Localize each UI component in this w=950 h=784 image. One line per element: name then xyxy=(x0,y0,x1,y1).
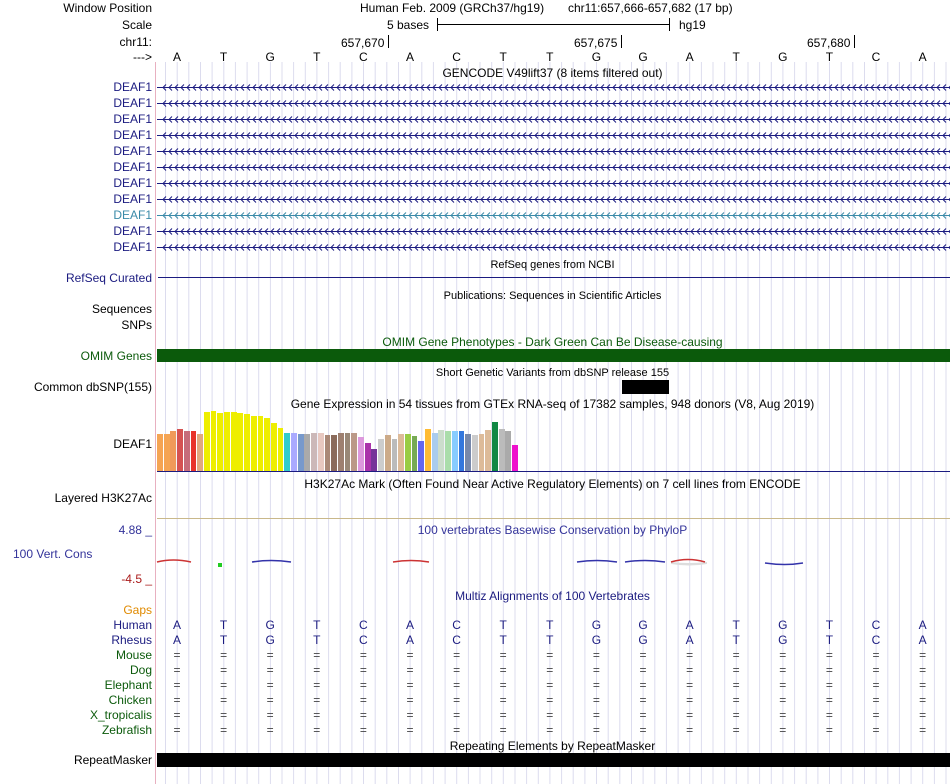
gencode-gene-feature[interactable] xyxy=(157,131,950,140)
repeatmasker-track-label[interactable]: RepeatMasker xyxy=(73,753,152,767)
snps-track-label[interactable]: SNPs xyxy=(121,318,152,332)
multiz-aligned-base: T xyxy=(546,633,554,647)
sequence-base: G xyxy=(591,50,602,64)
multiz-aligned-base: G xyxy=(591,633,602,647)
sequence-base: C xyxy=(359,50,368,64)
gencode-gene-label[interactable]: DEAF1 xyxy=(113,144,152,158)
dbsnp-track-title[interactable]: Short Genetic Variants from dbSNP release 155 xyxy=(435,367,670,379)
sequence-base: T xyxy=(499,50,507,64)
multiz-match-symbol: = xyxy=(546,723,554,737)
multiz-match-symbol: = xyxy=(453,693,461,707)
multiz-aligned-base: A xyxy=(172,633,181,647)
phylop-track-title[interactable]: 100 vertebrates Basewise Conservation by PhyloP xyxy=(417,523,688,537)
multiz-species-label[interactable]: Zebrafish xyxy=(101,723,152,737)
multiz-match-symbol: = xyxy=(173,678,181,692)
gtex-tissue-bar[interactable] xyxy=(271,423,277,471)
multiz-match-symbol: = xyxy=(173,723,181,737)
gtex-tissue-bar[interactable] xyxy=(318,433,324,471)
multiz-match-symbol: = xyxy=(919,693,927,707)
gtex-tissue-bar[interactable] xyxy=(438,430,444,471)
multiz-match-symbol: = xyxy=(686,708,694,722)
multiz-match-symbol: = xyxy=(919,723,927,737)
gtex-tissue-bar[interactable] xyxy=(418,441,424,471)
multiz-match-symbol: = xyxy=(453,648,461,662)
multiz-match-symbol: = xyxy=(359,648,367,662)
h3k27ac-track-title[interactable]: H3K27Ac Mark (Often Found Near Active Regulatory Elements) on 7 cell lines from ENCODE xyxy=(304,477,801,491)
gencode-gene-label[interactable]: DEAF1 xyxy=(113,96,152,110)
gtex-track-label[interactable]: DEAF1 xyxy=(113,437,152,451)
multiz-match-symbol: = xyxy=(453,708,461,722)
multiz-match-symbol: = xyxy=(872,663,880,677)
gencode-gene-label[interactable]: DEAF1 xyxy=(113,176,152,190)
position-tick-label: 657,675 xyxy=(574,36,618,50)
multiz-match-symbol: = xyxy=(220,708,228,722)
gencode-gene-label[interactable]: DEAF1 xyxy=(113,208,152,222)
multiz-aligned-base: T xyxy=(732,618,740,632)
gtex-tissue-bar[interactable] xyxy=(217,413,223,471)
gtex-tissue-bar[interactable] xyxy=(398,434,404,471)
gtex-tissue-bar[interactable] xyxy=(459,431,465,471)
multiz-track-title[interactable]: Multiz Alignments of 100 Vertebrates xyxy=(455,589,650,603)
multiz-match-symbol: = xyxy=(872,648,880,662)
multiz-match-symbol: = xyxy=(732,663,740,677)
gtex-tissue-bar[interactable] xyxy=(452,431,458,471)
gtex-tissue-bar[interactable] xyxy=(358,437,364,471)
position-text[interactable]: chr11:657,666-657,682 (17 bp) xyxy=(568,1,733,15)
position-tick-label: 657,670 xyxy=(341,36,385,50)
gencode-gene-label[interactable]: DEAF1 xyxy=(113,160,152,174)
gtex-tissue-bar[interactable] xyxy=(492,422,498,471)
multiz-match-symbol: = xyxy=(266,693,274,707)
sequence-base: T xyxy=(313,50,321,64)
multiz-aligned-base: G xyxy=(265,618,275,632)
gencode-gene-feature[interactable] xyxy=(157,83,950,92)
gtex-tissue-bar[interactable] xyxy=(278,428,284,471)
multiz-match-symbol: = xyxy=(732,723,740,737)
multiz-match-symbol: = xyxy=(639,693,647,707)
multiz-match-symbol: = xyxy=(825,663,833,677)
multiz-aligned-base: T xyxy=(219,618,228,632)
sequence-base: G xyxy=(265,50,275,64)
window-position-label: Window Position xyxy=(63,1,152,15)
gencode-gene-label[interactable]: DEAF1 xyxy=(113,128,152,142)
gencode-gene-label[interactable]: DEAF1 xyxy=(113,224,152,238)
gtex-tissue-bar[interactable] xyxy=(211,411,217,471)
gencode-track-title[interactable]: GENCODE V49lift37 (8 items filtered out) xyxy=(442,66,663,80)
multiz-match-symbol: = xyxy=(592,708,600,722)
multiz-match-symbol: = xyxy=(220,693,228,707)
multiz-match-symbol: = xyxy=(872,708,880,722)
repeatmasker-track-title[interactable]: Repeating Elements by RepeatMasker xyxy=(449,739,656,753)
gtex-tissue-bar[interactable] xyxy=(472,435,478,471)
multiz-match-symbol: = xyxy=(406,693,414,707)
multiz-match-symbol: = xyxy=(406,708,414,722)
multiz-aligned-base: C xyxy=(452,618,461,632)
gencode-gene-feature[interactable] xyxy=(157,163,950,172)
gtex-tissue-bar[interactable] xyxy=(405,434,411,471)
gtex-tissue-bar[interactable] xyxy=(304,434,310,471)
gencode-gene-feature[interactable] xyxy=(157,99,950,108)
multiz-match-symbol: = xyxy=(732,708,740,722)
publications-track-title[interactable]: Publications: Sequences in Scientific Articles xyxy=(443,290,662,302)
multiz-aligned-base: G xyxy=(638,633,648,647)
sequence-base: G xyxy=(638,50,648,64)
multiz-match-symbol: = xyxy=(872,678,880,692)
multiz-aligned-base: G xyxy=(591,618,602,632)
multiz-aligned-base: A xyxy=(918,618,927,632)
multiz-match-symbol: = xyxy=(686,648,694,662)
multiz-match-symbol: = xyxy=(779,723,787,737)
multiz-aligned-base: G xyxy=(778,618,788,632)
gencode-gene-feature[interactable] xyxy=(157,115,950,124)
multiz-aligned-base: C xyxy=(359,633,368,647)
gtex-tissue-bar[interactable] xyxy=(371,449,377,471)
multiz-species-label[interactable]: Elephant xyxy=(104,678,152,692)
gencode-gene-feature[interactable] xyxy=(157,147,950,156)
gtex-tissue-bar[interactable] xyxy=(445,431,451,471)
multiz-aligned-base: T xyxy=(732,633,740,647)
dbsnp-track-label[interactable]: Common dbSNP(155) xyxy=(33,380,152,394)
omim-track-label[interactable]: OMIM Genes xyxy=(80,349,152,363)
gtex-tissue-bar[interactable] xyxy=(345,433,351,471)
multiz-match-symbol: = xyxy=(406,648,414,662)
multiz-match-symbol: = xyxy=(220,678,228,692)
multiz-aligned-base: T xyxy=(499,618,507,632)
multiz-match-symbol: = xyxy=(406,663,414,677)
refseq-gene-line[interactable] xyxy=(158,277,950,278)
multiz-match-symbol: = xyxy=(639,648,647,662)
sequence-base: A xyxy=(685,50,694,64)
gtex-tissue-bar[interactable] xyxy=(157,434,163,471)
multiz-match-symbol: = xyxy=(453,678,461,692)
multiz-match-symbol: = xyxy=(592,723,600,737)
multiz-match-symbol: = xyxy=(499,663,507,677)
multiz-match-symbol: = xyxy=(686,723,694,737)
multiz-match-symbol: = xyxy=(546,708,554,722)
multiz-match-symbol: = xyxy=(313,693,321,707)
gtex-tissue-bar[interactable] xyxy=(298,434,304,471)
gtex-tissue-bar[interactable] xyxy=(251,416,257,471)
assembly-text: Human Feb. 2009 (GRCh37/hg19) xyxy=(360,1,545,15)
multiz-match-symbol: = xyxy=(220,723,228,737)
scale-assembly: hg19 xyxy=(679,18,706,32)
sequence-base: G xyxy=(778,50,788,64)
multiz-aligned-base: C xyxy=(871,633,881,647)
gtex-tissue-bar[interactable] xyxy=(291,433,297,471)
multiz-aligned-base: A xyxy=(685,618,694,632)
multiz-match-symbol: = xyxy=(686,678,694,692)
scale-bar-left-cap xyxy=(437,18,438,31)
multiz-match-symbol: = xyxy=(266,678,274,692)
multiz-match-symbol: = xyxy=(639,708,647,722)
gencode-gene-label[interactable]: DEAF1 xyxy=(113,240,152,254)
multiz-match-symbol: = xyxy=(266,723,274,737)
multiz-match-symbol: = xyxy=(499,648,507,662)
multiz-match-symbol: = xyxy=(779,678,787,692)
multiz-aligned-base: G xyxy=(265,633,275,647)
gtex-tissue-bar[interactable] xyxy=(465,434,471,471)
multiz-aligned-base: T xyxy=(825,633,834,647)
multiz-aligned-base: A xyxy=(685,633,694,647)
gencode-gene-feature[interactable] xyxy=(157,243,950,252)
multiz-gaps-label: Gaps xyxy=(123,603,152,617)
scale-text: 5 bases xyxy=(387,18,430,32)
multiz-match-symbol: = xyxy=(639,663,647,677)
gencode-gene-feature[interactable] xyxy=(157,179,950,188)
multiz-match-symbol: = xyxy=(825,678,833,692)
h3k27ac-signal-line xyxy=(157,518,950,519)
position-tick-label: 657,680 xyxy=(807,36,851,50)
multiz-aligned-base: G xyxy=(778,633,788,647)
position-tick xyxy=(621,35,622,48)
scale-label: Scale xyxy=(121,18,152,32)
multiz-match-symbol: = xyxy=(592,663,600,677)
gtex-tissue-bar[interactable] xyxy=(425,429,431,471)
multiz-aligned-base: T xyxy=(313,633,321,647)
multiz-aligned-base: C xyxy=(452,633,461,647)
multiz-match-symbol: = xyxy=(825,708,833,722)
gencode-gene-label[interactable]: DEAF1 xyxy=(113,112,152,126)
multiz-match-symbol: = xyxy=(313,663,321,677)
multiz-match-symbol: = xyxy=(732,678,740,692)
multiz-aligned-base: A xyxy=(172,618,181,632)
multiz-aligned-base: G xyxy=(638,618,648,632)
gtex-baseline xyxy=(157,471,950,472)
multiz-match-symbol: = xyxy=(173,663,181,677)
strand-label: ---> xyxy=(133,50,152,64)
gencode-gene-feature[interactable] xyxy=(157,211,950,220)
sequence-base: C xyxy=(452,50,461,64)
gencode-gene-label[interactable]: DEAF1 xyxy=(113,192,152,206)
phylop-track-label[interactable]: 100 Vert. Cons xyxy=(13,547,93,561)
h3k27ac-track-label[interactable]: Layered H3K27Ac xyxy=(54,491,152,505)
sequence-base: C xyxy=(871,50,881,64)
multiz-aligned-base: T xyxy=(499,633,507,647)
multiz-match-symbol: = xyxy=(266,663,274,677)
gtex-tissue-bar[interactable] xyxy=(485,430,491,471)
multiz-match-symbol: = xyxy=(872,723,880,737)
multiz-species-label[interactable]: Human xyxy=(113,618,152,632)
position-tick xyxy=(854,35,855,48)
gtex-tissue-bar[interactable] xyxy=(231,412,237,471)
gtex-tissue-bar[interactable] xyxy=(237,413,243,471)
scale-bar xyxy=(437,24,669,25)
gtex-tissue-bar[interactable] xyxy=(378,439,384,471)
position-tick xyxy=(388,35,389,48)
gtex-tissue-bar[interactable] xyxy=(365,443,371,471)
multiz-match-symbol: = xyxy=(359,678,367,692)
multiz-aligned-base: T xyxy=(313,618,321,632)
multiz-species-label[interactable]: X_tropicalis xyxy=(89,708,152,722)
gtex-tissue-bar[interactable] xyxy=(479,434,485,471)
multiz-aligned-base: T xyxy=(825,618,834,632)
gtex-tissue-bar[interactable] xyxy=(512,445,518,471)
multiz-species-label[interactable]: Dog xyxy=(129,663,152,677)
gtex-tissue-bar[interactable] xyxy=(184,431,190,471)
gtex-tissue-bar[interactable] xyxy=(499,429,505,471)
multiz-aligned-base: T xyxy=(546,618,554,632)
base-sequence-row xyxy=(0,50,950,64)
publications-track-label[interactable]: Sequences xyxy=(91,302,152,316)
multiz-match-symbol: = xyxy=(453,663,461,677)
multiz-aligned-base: A xyxy=(405,618,414,632)
gtex-tissue-bar[interactable] xyxy=(311,433,317,471)
sequence-base: A xyxy=(405,50,414,64)
multiz-match-symbol: = xyxy=(546,693,554,707)
multiz-match-symbol: = xyxy=(359,693,367,707)
multiz-match-symbol: = xyxy=(919,708,927,722)
multiz-match-symbol: = xyxy=(220,663,228,677)
multiz-match-symbol: = xyxy=(686,663,694,677)
multiz-match-symbol: = xyxy=(919,663,927,677)
omim-feature-bar[interactable] xyxy=(157,349,950,362)
gtex-tissue-bar[interactable] xyxy=(191,431,197,471)
gtex-tissue-bar[interactable] xyxy=(412,436,418,471)
multiz-match-symbol: = xyxy=(499,693,507,707)
scale-bar-right-cap xyxy=(669,18,670,31)
multiz-match-symbol: = xyxy=(779,663,787,677)
sequence-base: T xyxy=(546,50,554,64)
gtex-tissue-bar[interactable] xyxy=(224,412,230,471)
multiz-match-symbol: = xyxy=(546,648,554,662)
multiz-match-symbol: = xyxy=(592,678,600,692)
gtex-tissue-bar[interactable] xyxy=(325,435,331,471)
multiz-match-symbol: = xyxy=(173,708,181,722)
multiz-match-symbol: = xyxy=(453,723,461,737)
gtex-tissue-bar[interactable] xyxy=(258,416,264,471)
gtex-tissue-bar[interactable] xyxy=(505,431,511,471)
multiz-match-symbol: = xyxy=(499,708,507,722)
sequence-base: T xyxy=(825,50,834,64)
multiz-match-symbol: = xyxy=(732,648,740,662)
refseq-track-title[interactable]: RefSeq genes from NCBI xyxy=(490,259,615,271)
multiz-match-symbol: = xyxy=(825,648,833,662)
multiz-match-symbol: = xyxy=(406,678,414,692)
multiz-match-symbol: = xyxy=(639,678,647,692)
phylop-max-label: 4.88 _ xyxy=(118,523,152,537)
gtex-tissue-bar[interactable] xyxy=(351,433,357,471)
multiz-match-symbol: = xyxy=(266,648,274,662)
multiz-match-symbol: = xyxy=(406,723,414,737)
multiz-match-symbol: = xyxy=(779,708,787,722)
multiz-match-symbol: = xyxy=(313,723,321,737)
multiz-match-symbol: = xyxy=(359,663,367,677)
chrom-label: chr11: xyxy=(119,35,152,49)
phylop-min-label: -4.5 _ xyxy=(121,572,152,586)
multiz-match-symbol: = xyxy=(686,693,694,707)
multiz-aligned-base: C xyxy=(871,618,881,632)
multiz-match-symbol: = xyxy=(546,678,554,692)
multiz-match-symbol: = xyxy=(592,648,600,662)
phylop-wiggle xyxy=(155,556,950,570)
multiz-match-symbol: = xyxy=(872,693,880,707)
gtex-tissue-bar[interactable] xyxy=(244,414,250,471)
refseq-track-label[interactable]: RefSeq Curated xyxy=(65,271,152,285)
dbsnp-variant-box[interactable] xyxy=(622,380,669,394)
multiz-match-symbol: = xyxy=(313,678,321,692)
multiz-match-symbol: = xyxy=(779,693,787,707)
multiz-match-symbol: = xyxy=(546,663,554,677)
gtex-tissue-bar[interactable] xyxy=(177,429,183,471)
multiz-aligned-base: T xyxy=(219,633,228,647)
gencode-gene-feature[interactable] xyxy=(157,195,950,204)
repeatmasker-feature-bar[interactable] xyxy=(157,753,950,767)
sequence-base: T xyxy=(219,50,228,64)
multiz-match-symbol: = xyxy=(313,648,321,662)
gtex-track-title[interactable]: Gene Expression in 54 tissues from GTEx RNA-seq of 17382 samples, 948 donors (V8, Aug 2019) xyxy=(290,397,815,411)
gtex-tissue-bar[interactable] xyxy=(432,433,438,471)
multiz-match-symbol: = xyxy=(359,708,367,722)
gtex-tissue-bar[interactable] xyxy=(204,412,210,471)
multiz-match-symbol: = xyxy=(825,723,833,737)
multiz-match-symbol: = xyxy=(220,648,228,662)
multiz-match-symbol: = xyxy=(266,708,274,722)
multiz-match-symbol: = xyxy=(313,708,321,722)
multiz-match-symbol: = xyxy=(499,723,507,737)
gencode-gene-feature[interactable] xyxy=(157,227,950,236)
multiz-aligned-base: A xyxy=(405,633,414,647)
multiz-match-symbol: = xyxy=(825,693,833,707)
gtex-bar-chart xyxy=(157,411,537,471)
gencode-gene-label[interactable]: DEAF1 xyxy=(113,80,152,94)
gtex-tissue-bar[interactable] xyxy=(284,433,290,471)
multiz-species-label[interactable]: Chicken xyxy=(108,693,152,707)
gtex-tissue-bar[interactable] xyxy=(392,439,398,471)
sequence-base: A xyxy=(918,50,927,64)
gtex-tissue-bar[interactable] xyxy=(197,434,203,471)
sequence-base: A xyxy=(172,50,181,64)
multiz-match-symbol: = xyxy=(919,648,927,662)
multiz-match-symbol: = xyxy=(639,723,647,737)
multiz-species-label[interactable]: Mouse xyxy=(115,648,152,662)
gtex-tissue-bar[interactable] xyxy=(170,431,176,471)
gtex-tissue-bar[interactable] xyxy=(164,434,170,471)
multiz-match-symbol: = xyxy=(732,693,740,707)
gtex-tissue-bar[interactable] xyxy=(264,418,270,471)
multiz-match-symbol: = xyxy=(592,693,600,707)
gtex-tissue-bar[interactable] xyxy=(331,435,337,471)
multiz-aligned-base: A xyxy=(918,633,927,647)
gtex-tissue-bar[interactable] xyxy=(385,435,391,471)
multiz-match-symbol: = xyxy=(499,678,507,692)
multiz-match-symbol: = xyxy=(779,648,787,662)
multiz-match-symbol: = xyxy=(359,723,367,737)
multiz-match-symbol: = xyxy=(173,693,181,707)
multiz-species-label[interactable]: Rhesus xyxy=(111,633,152,647)
multiz-match-symbol: = xyxy=(173,648,181,662)
multiz-match-symbol: = xyxy=(919,678,927,692)
sequence-base: T xyxy=(732,50,740,64)
omim-track-title[interactable]: OMIM Gene Phenotypes - Dark Green Can Be Disease-causing xyxy=(382,335,723,349)
multiz-aligned-base: C xyxy=(359,618,368,632)
gtex-tissue-bar[interactable] xyxy=(338,433,344,471)
